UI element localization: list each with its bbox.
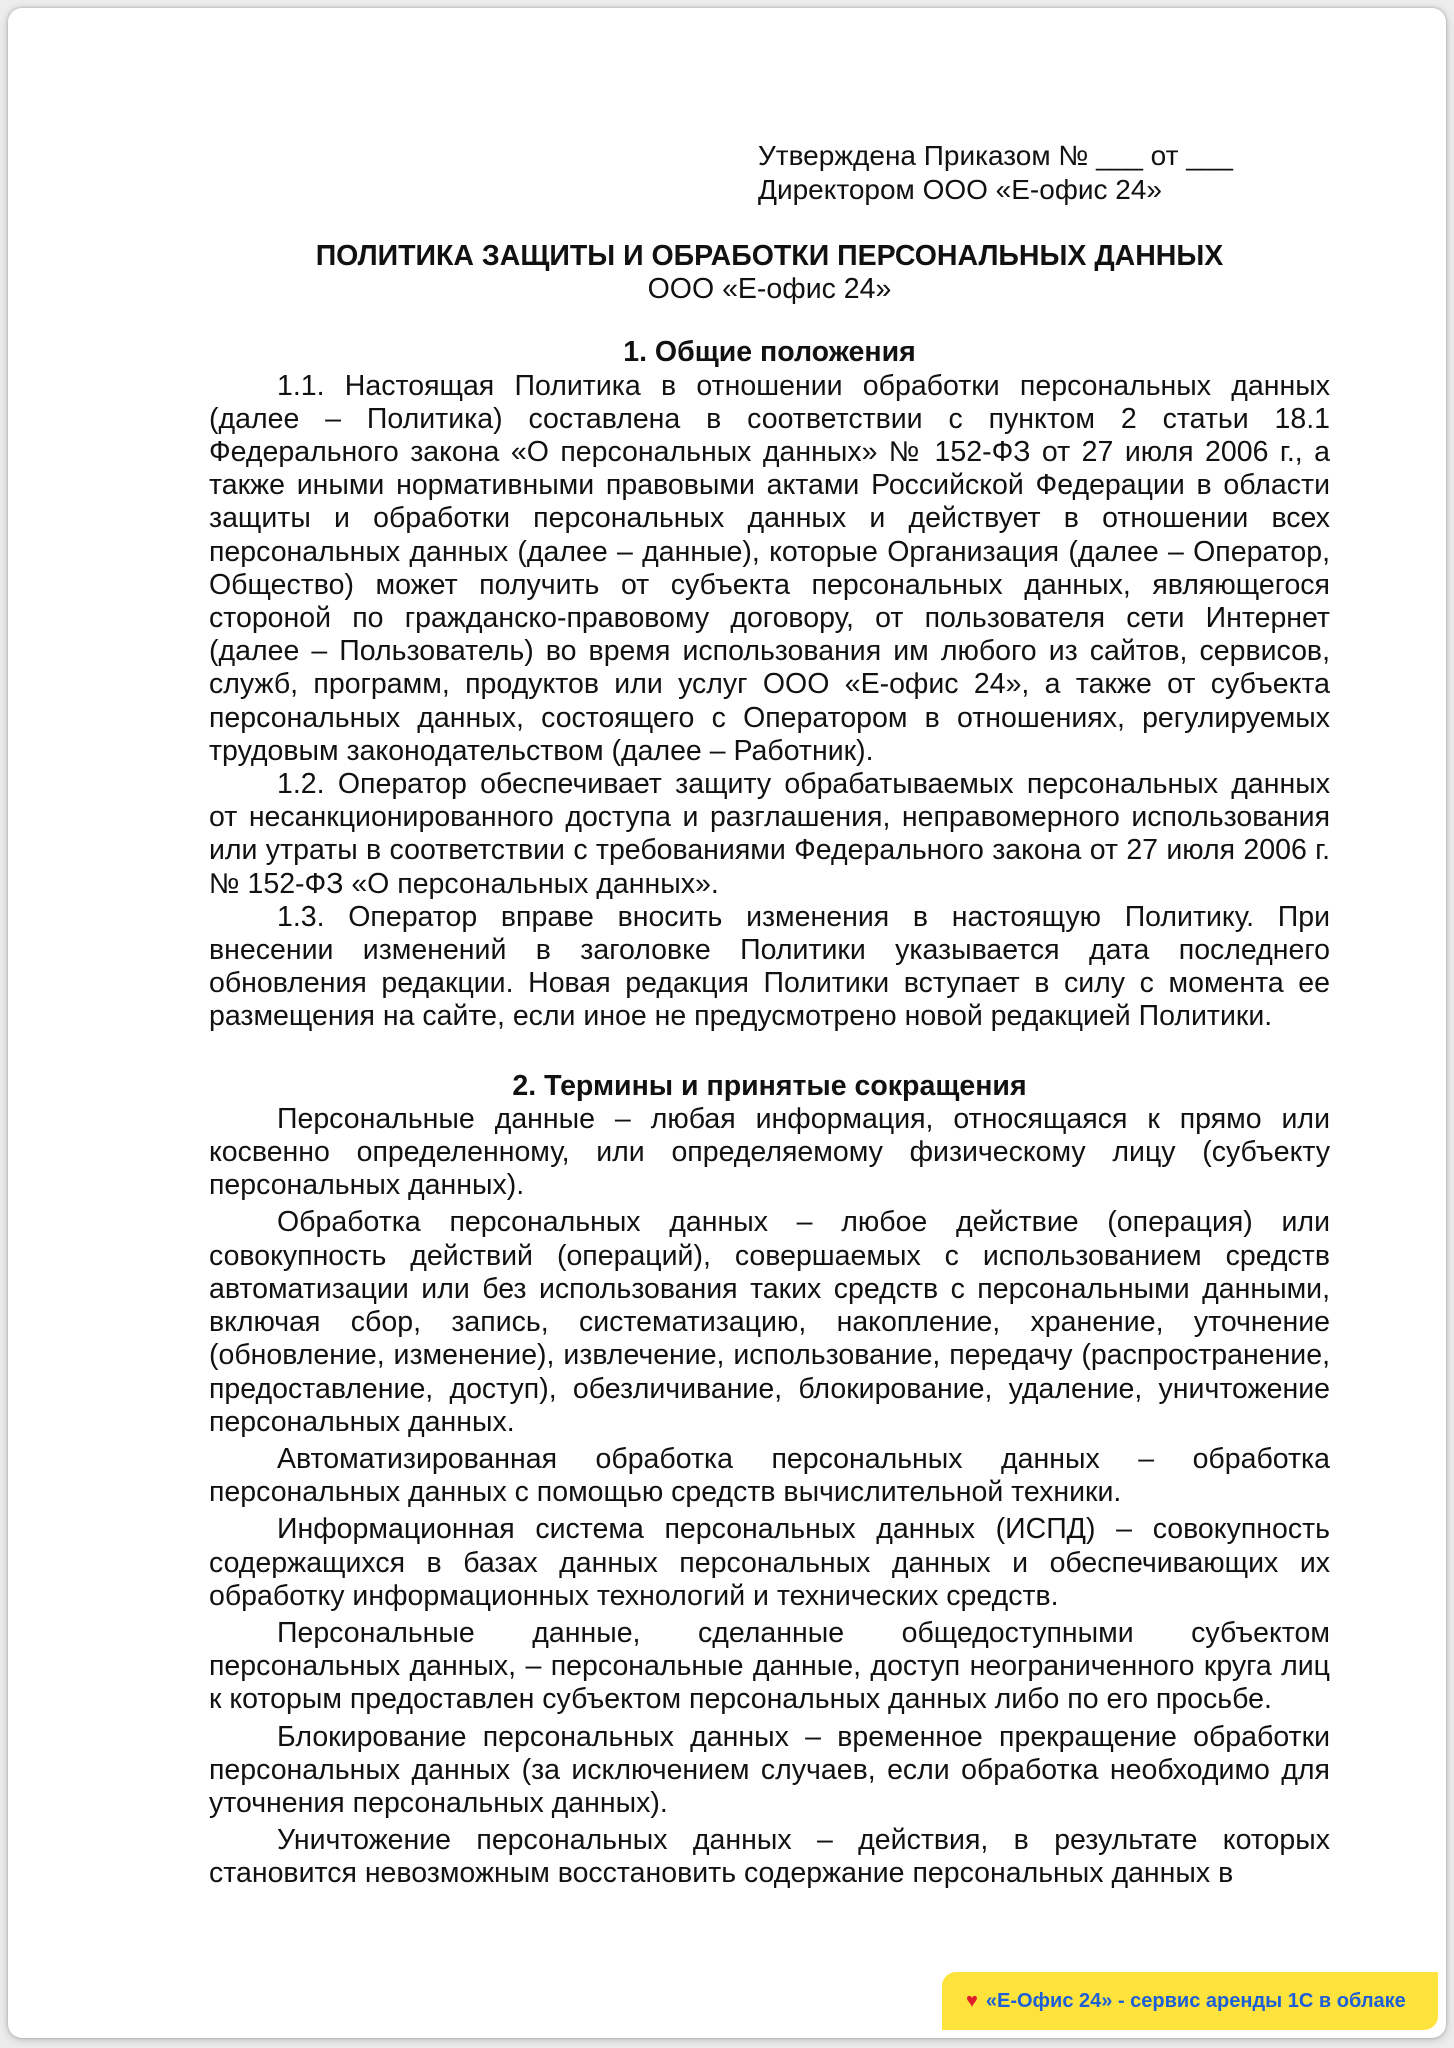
section-heading: 2. Термины и принятые сокращения [512, 1069, 1027, 1102]
paragraph: Персональные данные – любая информация, относящаяся к прямо или косвенно определенному, или определяемому физическому лицу (субъекту персональных данных). [209, 1102, 1330, 1202]
promo-banner-text: «Е-Офис 24» - сервис аренды 1С в облаке [985, 1989, 1406, 2012]
company-name: ООО «Е-офис 24» [647, 273, 892, 306]
paragraph: Блокирование персональных данных – временное прекращение обработки персональных данных (за исключением случаев, если обработка необходимо для уточнения персональных данных). [209, 1720, 1330, 1819]
section-heading: 1. Общие положения [623, 336, 916, 369]
paragraph: Автоматизированная обработка персональных данных – обработка персональных данных с помощью средств вычислительной техники. [209, 1442, 1330, 1509]
approval-line-order: Утверждена Приказом № ___ от ___ [758, 140, 1233, 171]
approval-line-director: Директором ООО «Е-офис 24» [758, 174, 1163, 205]
paragraph: Информационная система персональных данных (ИСПД) – совокупность содержащихся в базах данных персональных данных и обеспечивающих их обработку информационных технологий и технических средств. [209, 1513, 1330, 1612]
paragraph: Уничтожение персональных данных – действия, в результате которых становится невозможным восстановить содержание персональных данных в [209, 1824, 1330, 1890]
approval-block [758, 139, 1233, 207]
document-page [8, 8, 1446, 2038]
heart-icon: ♥ [966, 1989, 978, 2012]
document-title: ПОЛИТИКА ЗАЩИТЫ И ОБРАБОТКИ ПЕРСОНАЛЬНЫХ ДАННЫХ [315, 240, 1224, 272]
paragraph: Персональные данные, сделанные общедоступными субъектом персональных данных, – персональные данные, доступ неограниченного круга лиц к которым предоставлен субъектом персональных данных либо по его просьбе. [209, 1616, 1330, 1716]
document-body [209, 240, 1330, 1895]
paragraph: 1.1. Настоящая Политика в отношении обработки персональных данных (далее – Политика) составлена в соответствии с пунктом 2 статьи 18.1 Федерального закона «О персональных данных» № 152-ФЗ от 27 июля 2006 г., а также иными нормативными правовыми актами Российской Федерации в области защиты и обработки персональных данных и действует в отношении всех персональных данных (далее – данные), которые Организация (далее – Оператор, Общество) может получить от субъекта персональных данных, являющегося стороной по гражданско-правовому договору, от пользователя сети Интернет (далее – Пользователь) во время использования им любого из сайтов, сервисов, служб, программ, продуктов или услуг ООО «Е-офис 24», а также от субъекта персональных данных, состоящего с Оператором в отношениях, регулируемых трудовым законодательством (далее – Работник). [209, 369, 1330, 767]
paragraph: Обработка персональных данных – любое действие (операция) или совокупность действий (операций), совершаемых с использованием средств автоматизации или без использования таких средств с персональными данными, включая сбор, запись, систематизацию, накопление, хранение, уточнение (обновление, изменение), извлечение, использование, передачу (распространение, предоставление, доступ), обезличивание, блокирование, удаление, уничтожение персональных данных. [209, 1206, 1330, 1438]
paragraph: 1.3. Оператор вправе вносить изменения в настоящую Политику. При внесении изменений в заголовке Политики указывается дата последнего обновления редакции. Новая редакция Политики вступает в силу с момента ее размещения на сайте, если иное не предусмотрено новой редакцией Политики. [209, 900, 1330, 1033]
promo-banner-link[interactable] [942, 1972, 1438, 2030]
paragraph: 1.2. Оператор обеспечивает защиту обрабатываемых персональных данных от несанкционированного доступа и разглашения, неправомерного использования или утраты в соответствии с требованиями Федерального закона от 27 июля 2006 г. № 152-ФЗ «О персональных данных». [209, 768, 1330, 900]
